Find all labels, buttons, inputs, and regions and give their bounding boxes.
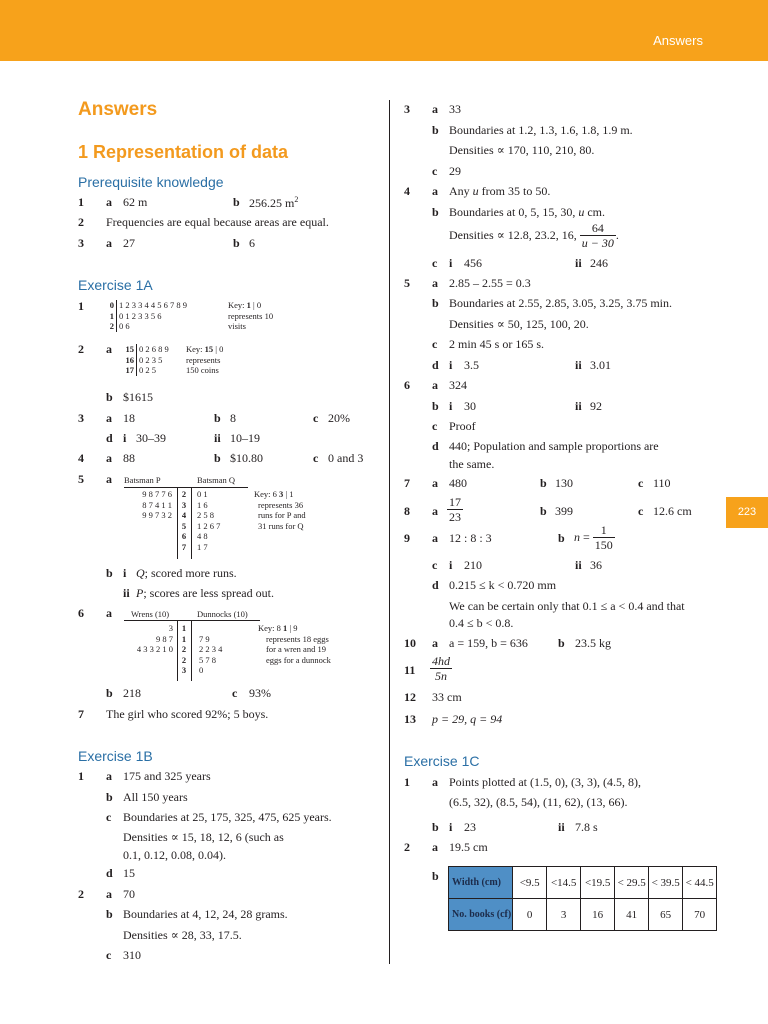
table-cell: 70 [683,899,717,931]
part-label: d [432,439,439,453]
part-label: b [540,476,547,490]
part-label: c [638,504,644,518]
answer-text: 310 [123,948,141,962]
answer-text: Boundaries at 1.2, 1.3, 1.6, 1.8, 1.9 m. [449,123,633,137]
part-label: b [214,411,221,425]
answer-text: n = $\frac{1}{150}$ [574,523,613,552]
question-number: 5 [404,276,410,290]
part-label: b [558,636,565,650]
part-label: c [432,337,438,351]
part-label: a [106,451,112,465]
answer-text: Densities ∝ 50, 125, 100, 20. [449,317,589,331]
question-number: 3 [404,102,410,116]
subpart-label: ii [575,399,582,413]
subpart-label: i [449,358,453,372]
answer-text: 15 [123,866,135,880]
question-number: 2 [78,887,84,901]
question-number: 7 [404,476,410,490]
answer-text: 2.85 – 2.55 = 0.3 [449,276,531,290]
answer-text: a = 159, b = 636 [449,636,528,650]
header-bar [0,0,768,61]
answer-text: 19.5 cm [449,840,488,854]
subpart-label: i [123,566,127,580]
column-header: Dunnocks (10) [197,609,248,619]
answer-text: Boundaries at 4, 12, 24, 28 grams. [123,907,288,921]
answer-text: 440; Population and sample proportions are [449,439,659,453]
stem-column: 15 16 17 [125,344,134,375]
subpart-label: ii [214,431,221,445]
part-label: a [106,887,112,901]
answer-text: We can be certain only that 0.1 ≤ a < 0.4 and that [449,599,685,613]
question-number: 2 [404,840,410,854]
table-cell: 65 [649,899,683,931]
exercise-1b-heading: Exercise 1B [78,748,153,764]
subpart-label: ii [575,358,582,372]
answer-text: 3.01 [590,358,611,372]
stem-column: 1 1 2 2 3 [181,623,187,675]
part-label: b [233,195,240,209]
answer-text: 0 and 3 [328,451,364,465]
part-label: b [233,236,240,250]
question-number: 2 [78,215,84,229]
answer-text: 70 [123,887,135,901]
answer-text: 12 : 8 : 3 [449,531,492,545]
question-number: 2 [78,342,84,356]
answer-text: $10.80 [230,451,263,465]
question-number: 4 [78,451,84,465]
part-label: c [232,686,238,700]
answer-text: 23 [464,820,476,834]
part-label: a [106,236,112,250]
part-label: a [432,476,438,490]
answer-text: 27 [123,236,135,250]
answer-text: 20% [328,411,350,425]
answer-text: 30 [464,399,476,413]
answer-text: Boundaries at 0, 5, 15, 30, u cm. [449,205,605,219]
column-header: Batsman Q [197,475,236,485]
part-label: c [432,164,438,178]
answer-text: $1615 [123,390,153,404]
part-label: d [106,431,113,445]
leaf-column: 0 1 1 6 2 5 8 1 2 6 7 4 8 1 7 [197,489,221,552]
part-label: b [106,790,113,804]
question-number: 8 [404,504,410,518]
part-label: a [432,378,438,392]
part-label: d [106,866,113,880]
question-number: 1 [404,775,410,789]
leaf-column: 1 2 3 3 4 4 5 6 7 8 9 0 1 2 3 3 5 6 0 6 [119,300,187,331]
answer-text: 10–19 [230,431,260,445]
stem-divider [177,488,178,559]
part-label: a [432,531,438,545]
answer-text: 218 [123,686,141,700]
part-label: a [432,184,438,198]
table-header-cell: No. books (cf) [449,899,513,931]
header-label: Answers [653,33,703,48]
part-label: c [638,476,644,490]
cumulative-frequency-table [448,866,717,931]
answer-text: Densities ∝ 12.8, 23.2, 16, $\frac{64}{u - 30}$ . [449,221,619,250]
answer-text: Boundaries at 25, 175, 325, 475, 625 years. [123,810,332,824]
part-label: a [432,840,438,854]
leaf-column: 7 9 2 2 3 4 5 7 8 0 [199,633,223,675]
answer-text: 36 [590,558,602,572]
answer-text: All 150 years [123,790,188,804]
subpart-label: i [449,399,453,413]
exercise-1c-heading: Exercise 1C [404,753,480,769]
part-label: b [106,390,113,404]
table-cell: < 29.5 [615,867,649,899]
question-number: 1 [78,195,84,209]
answer-text: 175 and 325 years [123,769,211,783]
question-number: 6 [78,606,84,620]
answer-text: 29 [449,164,461,178]
answer-text: 456 [464,256,482,270]
part-label: a [432,102,438,116]
part-label: b [214,451,221,465]
answer-text: Densities ∝ 170, 110, 210, 80. [449,143,595,157]
part-label: a [106,472,112,486]
question-number: 4 [404,184,410,198]
answer-text: (6.5, 32), (8.5, 54), (11, 62), (13, 66). [449,795,628,809]
table-row [449,899,717,931]
answer-text: Any u from 35 to 50. [449,184,551,198]
column-header: Batsman P [124,475,161,485]
leaf-column: 3 9 8 7 4 3 3 2 1 0 [136,623,173,654]
part-label: c [432,256,438,270]
subpart-label: ii [123,586,130,600]
prereq-heading: Prerequisite knowledge [78,174,224,190]
part-label: a [432,636,438,650]
part-label: b [558,531,565,545]
table-cell: < 39.5 [649,867,683,899]
stem-divider [177,621,178,681]
answer-text: p = 29, q = 94 [432,712,503,726]
answer-text: Proof [449,419,476,433]
part-label: b [432,205,439,219]
answer-text: 30–39 [136,431,166,445]
part-label: b [432,399,439,413]
answer-text: 62 m [123,195,148,209]
table-cell: 0 [513,899,547,931]
part-label: b [432,869,439,883]
fraction: $\frac{4hd}{5n}$ [432,654,450,683]
key-text: Key: 1 | 0 represents 10 visits [228,300,274,331]
table-cell: 41 [615,899,649,931]
table-cell: <19.5 [581,867,615,899]
subpart-label: ii [575,558,582,572]
fraction: $\frac{17}{23}$ [449,495,461,524]
part-label: c [106,810,112,824]
answer-text: 88 [123,451,135,465]
answer-text: 8 [230,411,236,425]
part-label: b [540,504,547,518]
part-label: a [432,504,438,518]
fraction: $\frac{1}{150}$ [594,523,613,552]
part-label: a [106,342,112,356]
answer-text: 110 [653,476,671,490]
answer-text: 246 [590,256,608,270]
part-label: c [106,948,112,962]
answer-text: 2 min 45 s or 165 s. [449,337,545,351]
question-number: 3 [78,236,84,250]
table-cell: < 44.5 [683,867,717,899]
key-text: Key: 6 3 | 1 represents 36 runs for P and 31 runs for Q [254,489,306,531]
header-rule [124,487,248,488]
question-number: 10 [404,636,416,650]
answer-text: Boundaries at 2.55, 2.85, 3.05, 3.25, 3.75 min. [449,296,672,310]
leaf-column: 9 8 7 7 6 8 7 4 1 1 9 9 7 3 2 [142,489,172,520]
question-number: 3 [78,411,84,425]
answer-text: 480 [449,476,467,490]
subpart-label: ii [575,256,582,270]
table-cell: 16 [581,899,615,931]
subpart-label: i [449,558,453,572]
stem-divider [191,621,192,681]
answer-text: 3.5 [464,358,479,372]
answer-text: Densities ∝ 15, 18, 12, 6 (such as [123,830,284,844]
key-text: Key: 15 | 0 represents 150 coins [186,344,224,375]
part-label: a [106,606,112,620]
header-rule [124,620,260,621]
part-label: b [106,907,113,921]
answer-text: 12.6 cm [653,504,692,518]
fraction: $\frac{64}{u - 30}$ [581,221,614,250]
answer-text: 324 [449,378,467,392]
part-label: a [106,411,112,425]
table-cell: <14.5 [547,867,581,899]
subpart-label: i [449,256,453,270]
stem-column: 2 3 4 5 6 7 [181,489,187,552]
answer-text: Frequencies are equal because areas are equal. [106,215,329,229]
table-header-cell: Width (cm) [449,867,513,899]
subpart-label: i [123,431,127,445]
answer-text: 6 [249,236,255,250]
answer-text: 7.8 s [575,820,598,834]
answer-text: 0.215 ≤ k < 0.720 mm [449,578,557,592]
answer-text: Densities ∝ 28, 33, 17.5. [123,928,242,942]
part-label: b [432,123,439,137]
answer-text: 0.1, 0.12, 0.08, 0.04). [123,848,226,862]
answer-text: 93% [249,686,271,700]
answer-text: 256.25 $m^2$ [249,195,299,210]
part-label: b [432,820,439,834]
question-number: 11 [404,663,416,677]
leaf-column: 0 2 6 8 9 0 2 3 5 0 2 5 [139,344,169,375]
table-cell: <9.5 [513,867,547,899]
part-label: c [432,419,438,433]
stem-column: 0 1 2 [109,300,114,331]
answer-text: Points plotted at (1.5, 0), (3, 3), (4.5, 8), [449,775,641,789]
answer-text: 399 [555,504,573,518]
answer-text: 0.4 ≤ b < 0.8. [449,616,514,630]
subpart-label: i [449,820,453,834]
part-label: a [432,775,438,789]
stem-divider [191,488,192,559]
answer-text: 210 [464,558,482,572]
question-number: 1 [78,299,84,313]
answer-text: 33 cm [432,690,462,704]
question-number: 13 [404,712,416,726]
column-divider [389,100,390,964]
part-label: b [432,296,439,310]
answer-text: The girl who scored 92%; 5 boys. [106,707,269,721]
part-label: c [313,451,319,465]
part-label: c [313,411,319,425]
part-label: a [106,195,112,209]
exercise-1a-heading: Exercise 1A [78,277,153,293]
answer-text: 92 [590,399,602,413]
question-number: 6 [404,378,410,392]
part-label: c [432,558,438,572]
table-cell: 3 [547,899,581,931]
part-label: a [106,769,112,783]
part-label: b [106,686,113,700]
part-label: d [432,358,439,372]
answer-text: 18 [123,411,135,425]
page-title: Answers [78,99,158,120]
question-number: 1 [78,769,84,783]
question-number: 12 [404,690,416,704]
page-number: 223 [726,497,768,528]
part-label: d [432,578,439,592]
column-header: Wrens (10) [131,609,170,619]
answer-text: 33 [449,102,461,116]
answer-text: the same. [449,457,495,471]
answer-text: 23.5 kg [575,636,611,650]
answer-text: P; scores are less spread out. [136,586,274,600]
question-number: 7 [78,707,84,721]
subpart-label: ii [558,820,565,834]
part-label: a [432,276,438,290]
answer-text: Q; scored more runs. [136,566,237,580]
answer-text: 130 [555,476,573,490]
question-number: 5 [78,472,84,486]
question-number: 9 [404,531,410,545]
chapter-title: 1 Representation of data [78,142,289,162]
stem-divider [136,344,137,376]
part-label: b [106,566,113,580]
table-row [449,867,717,899]
stem-divider [116,300,117,332]
key-text: Key: 8 1 | 9 represents 18 eggs for a wren and 19 eggs for a dunnock [258,623,331,665]
